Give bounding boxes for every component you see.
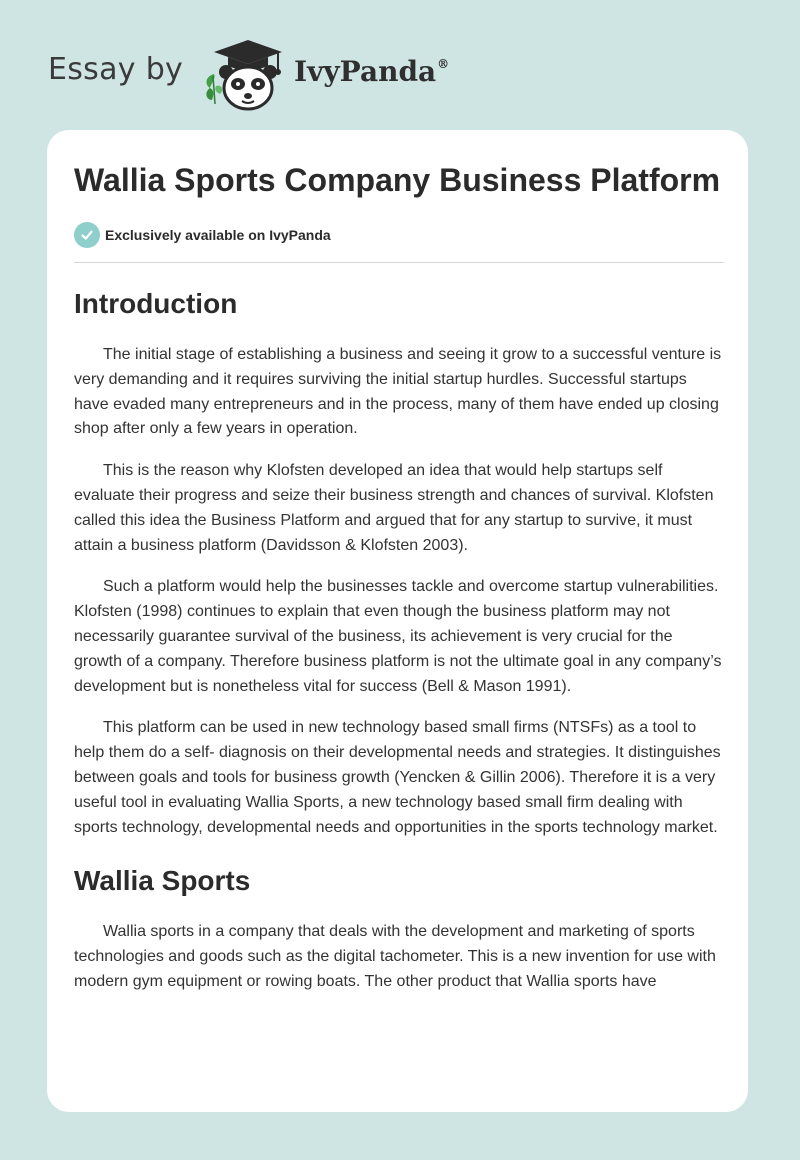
section-heading-wallia-sports: Wallia Sports [74,865,251,897]
paragraph: Such a platform would help the businesses tackle and overcome startup vulnerabilities. Klofsten (1998) continues to explain that even though the business platform may not necessarily guarantee survival of the business, its achievement is very crucial for the growth of a company. Therefore business platform is not the ultimate goal in any company’s development but is nonetheless vital for success (Bell & Mason 1991). [74,578,722,695]
paragraph: This is the reason why Klofsten developed an idea that would help startups self evaluate their progress and seize their business strength and chances of survival. Klofsten called this idea the Business Platform and argued that for any startup to survive, it must attain a business platform (Davidsson & Klofsten 2003). [74,462,714,554]
check-circle-icon [74,222,100,248]
article-body [74,160,724,995]
brand-name-text: IvyPanda [294,55,437,88]
essay-by-label: Essay by [48,52,184,87]
divider [74,262,724,263]
paragraph: Wallia sports in a company that deals with the development and marketing of sports technologies and goods such as the digital tachometer. This is a new invention for use with modern gym equipment or rowing boats. The other product that Wallia sports have [74,923,716,990]
paragraph: The initial stage of establishing a business and seeing it grow to a successful venture is very demanding and it requires surviving the initial startup hurdles. Successful startups have evaded many entrepreneurs and in the process, many of them have ended up closing shop after only a few years in operation. [74,346,722,438]
ivy-leaf-icon [206,74,222,104]
panda-graduate-logo-icon[interactable] [200,36,290,112]
section-heading-introduction: Introduction [74,288,238,319]
paragraph: This platform can be used in new technology based small firms (NTSFs) as a tool to help them do a self- diagnosis on their developmental needs and strategies. It distinguishes between goals and tools for business growth (Yencken & Gillin 2006). Therefore it is a very useful tool in evaluating Wallia Sports, a new technology based small firm dealing with sports technology, developmental needs and opportunities in the sports technology market. [74,719,721,836]
brand-name[interactable] [294,55,449,88]
site-header [0,0,800,130]
article-card [47,130,748,1112]
exclusive-label: Exclusively available on IvyPanda [105,227,331,243]
registered-mark: ® [437,57,450,71]
exclusive-badge [74,221,724,249]
article-title: Wallia Sports Company Business Platform [74,162,721,198]
